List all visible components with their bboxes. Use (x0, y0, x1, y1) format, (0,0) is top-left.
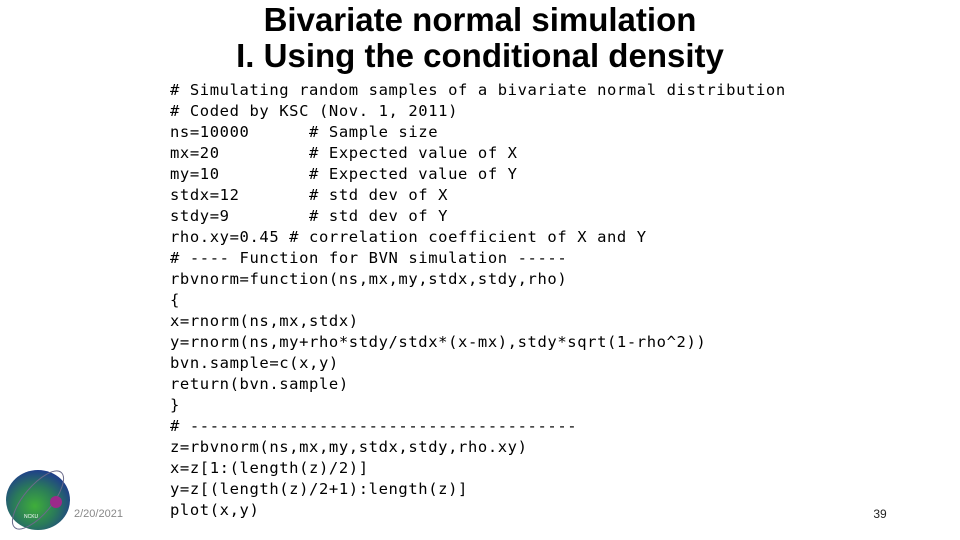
code-line: x=rnorm(ns,mx,stdx) (170, 312, 359, 330)
code-line: my=10 # Expected value of Y (170, 165, 518, 183)
code-line: y=rnorm(ns,my+rho*stdy/stdx*(x-mx),stdy*sqrt(1-rho^2)) (170, 333, 707, 351)
code-line: ns=10000 # Sample size (170, 123, 439, 141)
logo-globe-icon (4, 452, 72, 534)
code-line: mx=20 # Expected value of X (170, 144, 518, 162)
page-number: 39 (873, 507, 887, 521)
university-logo (4, 452, 72, 534)
slide-title-line-1: Bivariate normal simulation (263, 1, 697, 38)
logo-text: NCKU (24, 514, 39, 520)
code-line: y=z[(length(z)/2+1):length(z)] (170, 480, 468, 498)
code-line: } (170, 396, 180, 414)
code-line: z=rbvnorm(ns,mx,my,stdx,stdy,rho.xy) (170, 438, 528, 456)
code-line: { (170, 291, 180, 309)
code-panel (165, 78, 845, 530)
slide-title-line-2: I. Using the conditional density (236, 37, 724, 74)
code-line: # ---- Function for BVN simulation ----- (170, 249, 568, 267)
code-line: rho.xy=0.45 # correlation coefficient of X and Y (170, 228, 647, 246)
code-line: bvn.sample=c(x,y) (170, 354, 339, 372)
code-line: # Simulating random samples of a bivariate normal distribution (170, 81, 786, 99)
code-line: stdx=12 # std dev of X (170, 186, 449, 204)
code-line: stdy=9 # std dev of Y (170, 207, 449, 225)
code-line: # --------------------------------------- (170, 417, 578, 435)
code-line: return(bvn.sample) (170, 375, 349, 393)
code-line: rbvnorm=function(ns,mx,my,stdx,stdy,rho) (170, 270, 568, 288)
code-line: plot(x,y) (170, 501, 260, 519)
slide-date: 2/20/2021 (74, 508, 123, 520)
code-line: # Coded by KSC (Nov. 1, 2011) (170, 102, 459, 120)
code-line: x=z[1:(length(z)/2)] (170, 459, 369, 477)
slide-title (160, 2, 800, 74)
